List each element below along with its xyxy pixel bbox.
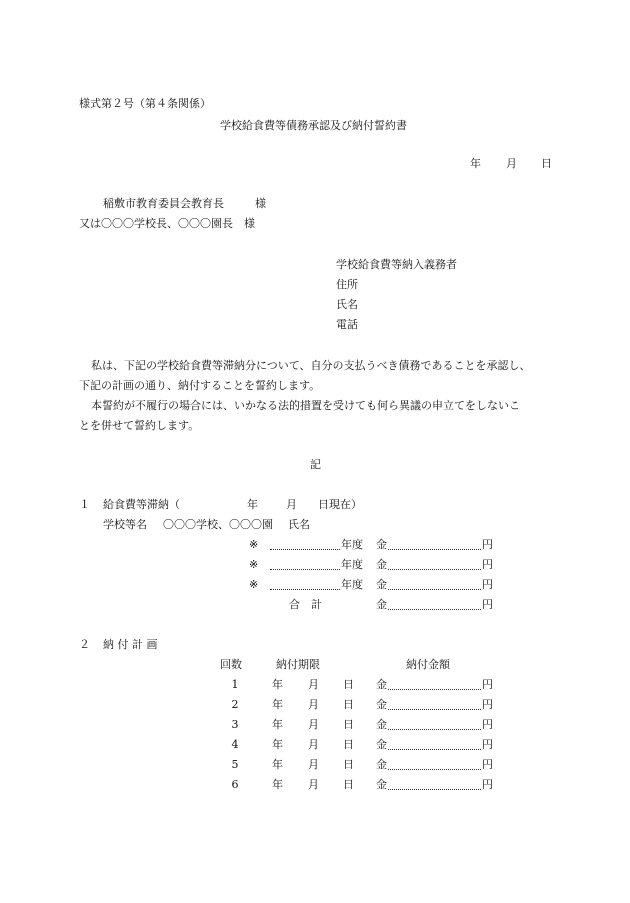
amount-blank <box>388 718 481 734</box>
obligor-address-label: 住所 <box>336 278 358 291</box>
due-year: 年 <box>272 678 283 691</box>
kin-label: 金 <box>376 738 387 751</box>
installment-number: 4 <box>231 738 239 751</box>
yen-label: 円 <box>482 678 493 691</box>
yen-label: 円 <box>482 578 493 591</box>
fiscal-year-blank <box>270 578 340 594</box>
amount-blank <box>388 758 481 774</box>
due-year: 年 <box>272 738 283 751</box>
due-month: 月 <box>308 698 319 711</box>
yen-label: 円 <box>482 538 493 551</box>
due-year: 年 <box>272 718 283 731</box>
due-day: 日 <box>343 778 354 791</box>
due-month: 月 <box>308 758 319 771</box>
due-month: 月 <box>308 778 319 791</box>
yen-label: 円 <box>482 718 493 731</box>
ki-heading: 記 <box>310 458 321 471</box>
obligor-heading: 学校給食費等納入義務者 <box>336 258 457 271</box>
kin-label: 金 <box>376 718 387 731</box>
date-month: 月 <box>506 157 517 170</box>
yen-label: 円 <box>482 778 493 791</box>
col-count-header: 回数 <box>220 658 242 671</box>
installment-number: 6 <box>231 778 239 791</box>
body-line-2: 下記の計画の通り、納付することを誓約します。 <box>79 379 321 392</box>
amount-blank <box>388 598 481 614</box>
total-label: 合 計 <box>289 598 322 611</box>
amount-blank <box>388 698 481 714</box>
amount-blank <box>388 538 481 554</box>
section1-month: 月 <box>286 498 297 511</box>
kin-label: 金 <box>376 558 387 571</box>
school-value: 〇〇〇学校、〇〇〇園 <box>163 518 273 531</box>
yen-label: 円 <box>482 598 493 611</box>
kin-label: 金 <box>376 698 387 711</box>
kin-label: 金 <box>376 678 387 691</box>
section1-year: 年 <box>247 498 258 511</box>
col-due-header: 納付期限 <box>276 658 320 671</box>
kin-label: 金 <box>376 538 387 551</box>
yen-label: 円 <box>482 758 493 771</box>
installment-number: 2 <box>231 698 239 711</box>
installment-number: 3 <box>231 718 239 731</box>
section1-number: １ <box>79 498 90 511</box>
section1-day-suffix: 日現在） <box>318 498 362 511</box>
due-day: 日 <box>343 758 354 771</box>
fiscal-year-label: 年度 <box>341 558 363 571</box>
obligor-name-label: 氏名 <box>336 298 358 311</box>
date-day: 日 <box>541 157 552 170</box>
amount-blank <box>388 578 481 594</box>
due-month: 月 <box>308 738 319 751</box>
amount-blank <box>388 558 481 574</box>
due-day: 日 <box>343 698 354 711</box>
fiscal-year-label: 年度 <box>341 578 363 591</box>
section1-heading: 給食費等滞納（ <box>103 498 180 511</box>
kin-label: 金 <box>376 778 387 791</box>
amount-blank <box>388 738 481 754</box>
due-year: 年 <box>272 778 283 791</box>
document-title: 学校給食費等債務承認及び納付誓約書 <box>220 119 407 132</box>
section2-heading: 納 付 計 画 <box>103 638 158 651</box>
asterisk-mark: ※ <box>249 538 259 551</box>
body-line-4: とを併せて誓約します。 <box>79 419 200 432</box>
body-line-3: 本誓約が不履行の場合には、いかなる法的措置を受けても何ら異議の申立てをしないこ <box>91 399 520 412</box>
addressee-line2: 又は〇〇〇学校長、〇〇〇園長 様 <box>79 217 255 230</box>
addressee-line1: 稲敷市教育委員会教育長 <box>103 197 224 210</box>
col-amount-header: 納付金額 <box>406 658 450 671</box>
asterisk-mark: ※ <box>249 558 259 571</box>
due-month: 月 <box>308 678 319 691</box>
due-day: 日 <box>343 718 354 731</box>
form-label: 様式第２号（第４条関係） <box>79 97 211 110</box>
asterisk-mark: ※ <box>249 578 259 591</box>
fiscal-year-label: 年度 <box>341 538 363 551</box>
yen-label: 円 <box>482 698 493 711</box>
body-line-1: 私は、下記の学校給食費等滞納分について、自分の支払うべき債務であることを承認し、 <box>91 359 531 372</box>
yen-label: 円 <box>482 738 493 751</box>
yen-label: 円 <box>482 558 493 571</box>
fiscal-year-blank <box>270 538 340 554</box>
date-year: 年 <box>470 157 481 170</box>
due-day: 日 <box>343 738 354 751</box>
section1-name-label: 氏名 <box>288 518 310 531</box>
obligor-phone-label: 電話 <box>336 318 358 331</box>
kin-label: 金 <box>376 578 387 591</box>
amount-blank <box>388 778 481 794</box>
addressee-line1-suffix: 様 <box>255 197 266 210</box>
kin-label: 金 <box>376 598 387 611</box>
due-year: 年 <box>272 698 283 711</box>
amount-blank <box>388 678 481 694</box>
due-year: 年 <box>272 758 283 771</box>
due-day: 日 <box>343 678 354 691</box>
school-label: 学校等名 <box>103 518 147 531</box>
kin-label: 金 <box>376 758 387 771</box>
installment-number: 5 <box>231 758 239 771</box>
installment-number: 1 <box>231 678 239 691</box>
due-month: 月 <box>308 718 319 731</box>
section2-number: ２ <box>79 638 90 651</box>
fiscal-year-blank <box>270 558 340 574</box>
